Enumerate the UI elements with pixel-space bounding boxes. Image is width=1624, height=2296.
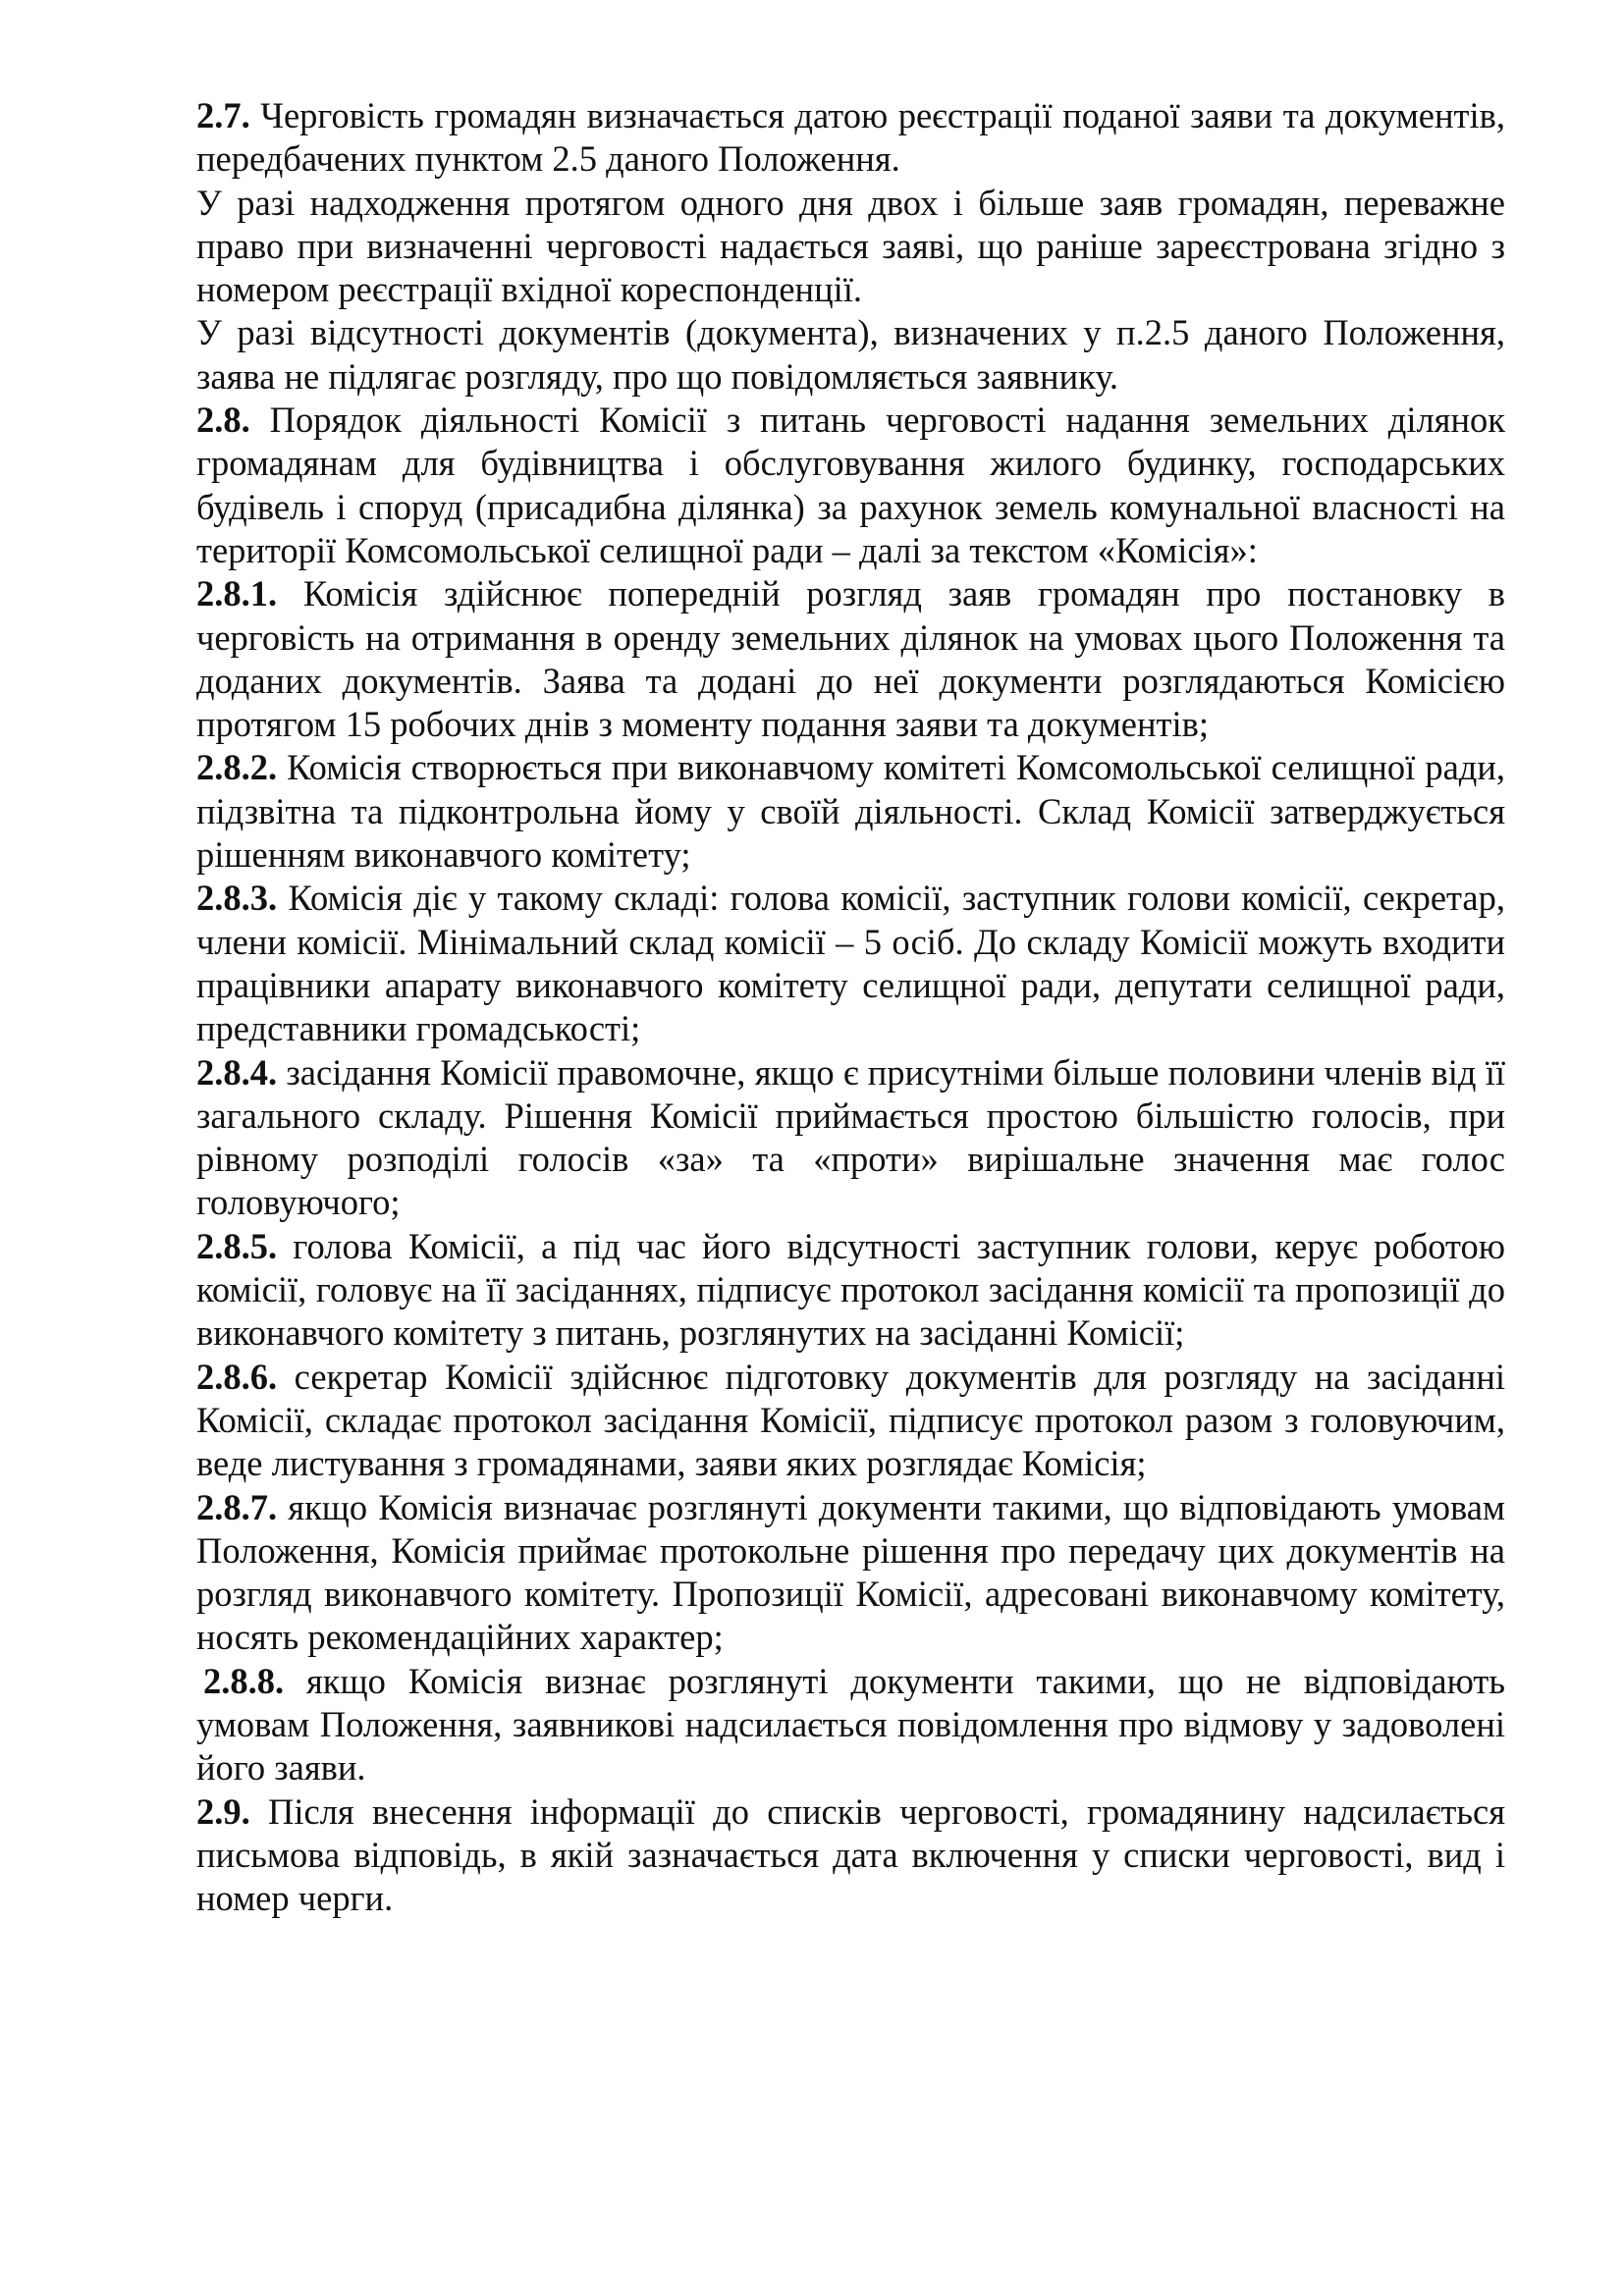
section-number: 2.8.1.: [196, 573, 278, 614]
section-number: 2.8.: [196, 400, 250, 441]
section-number: 2.9.: [196, 1790, 250, 1832]
paragraph-text: Після внесення інформації до списків черговості, громадянину надсилається письмова відповідь, в якій зазначається дата включення у списки черговості, вид і номер черги.: [196, 1790, 1505, 1919]
section-number: 2.7.: [196, 95, 250, 135]
paragraph-2-9: [196, 1790, 1505, 1921]
paragraph-2-8-7: [196, 1486, 1505, 1660]
paragraph-text: Порядок діяльності Комісії з питань черговості надання земельних ділянок громадянам для будівництва і обслуговування жилого будинку, господарських будівель і споруд (присадибна ділянка) за рахунок земель комунальної власності на території Комсомольської селищної ради – далі за текстом «Комісія»:: [196, 400, 1505, 570]
paragraph-2-8-1: [196, 572, 1505, 746]
paragraph-text: голова Комісії, а під час його відсутності заступник голови, керує роботою комісії, головує на її засіданнях, підписує протокол засідання комісії та пропозиції до виконавчого комітету з питань, розглянутих на засіданні Комісії;: [196, 1225, 1505, 1354]
paragraph-text: У разі надходження протягом одного дня двох і більше заяв громадян, переважне право при визначенні черговості надається заяві, що раніше зареєстрована згідно з номером реєстрації вхідної кореспонденції.: [196, 182, 1505, 310]
paragraph-2-7-missing-docs: [196, 311, 1505, 399]
paragraph-2-7-same-day: [196, 182, 1505, 312]
paragraph-2-8-8: [196, 1660, 1505, 1790]
paragraph-text: секретар Комісії здійснює підготовку документів для розгляду на засіданні Комісії, складає протокол засідання Комісії, підписує протокол разом з головуючим, веде листування з громадянами, заяви яких розглядає Комісія;: [196, 1356, 1505, 1484]
paragraph-text: Черговість громадян визначається датою реєстрації поданої заяви та документів, передбачених пунктом 2.5 даного Положення.: [196, 95, 1505, 180]
section-number: 2.8.7.: [196, 1486, 278, 1527]
paragraph-text: Комісія діє у такому складі: голова комісії, заступник голови комісії, секретар, члени комісії. Мінімальний склад комісії – 5 осіб. До складу Комісії можуть входити працівники апарату виконавчого комітету селищної ради, депутати селищної ради, представники громадськості;: [196, 878, 1505, 1049]
paragraph-2-8-6: [196, 1356, 1505, 1486]
section-number: 2.8.5.: [196, 1225, 278, 1266]
paragraph-text: якщо Комісія визнає розглянуті документи такими, що не відповідають умовам Положення, заявникові надсилається повідомлення про відмову у задоволені його заяви.: [196, 1660, 1505, 1789]
section-number: 2.8.2.: [196, 747, 278, 788]
paragraph-text: засідання Комісії правомочне, якщо є присутніми більше половини членів від її загального складу. Рішення Комісії приймається простою більшістю голосів, при рівному розподілі голосів «за» та «проти» вирішальне значення має голос головуючого;: [196, 1051, 1505, 1223]
section-number: 2.8.3.: [196, 878, 278, 919]
section-number: 2.8.6.: [196, 1356, 278, 1397]
paragraph-2-8-3: [196, 877, 1505, 1050]
document-page: [196, 94, 1505, 1920]
paragraph-2-7: [196, 94, 1505, 182]
paragraph-text: Комісія здійснює попередній розгляд заяв громадян про постановку в черговість на отримання в оренду земельних ділянок на умовах цього Положення та доданих документів. Заява та додані до неї документи розглядаються Комісією протягом 15 робочих днів з моменту подання заяви та документів;: [196, 573, 1505, 745]
paragraph-2-8: [196, 399, 1505, 572]
paragraph-2-8-5: [196, 1225, 1505, 1356]
paragraph-text: якщо Комісія визначає розглянуті документи такими, що відповідають умовам Положення, Комісія приймає протокольне рішення про передачу цих документів на розгляд виконавчого комітету. Пропозиції Комісії, адресовані виконавчому комітету, носять рекомендаційних характер;: [196, 1486, 1505, 1658]
paragraph-text: У разі відсутності документів (документа), визначених у п.2.5 даного Положення, заява не підлягає розгляду, про що повідомляється заявнику.: [196, 312, 1505, 397]
paragraph-text: Комісія створюється при виконавчому комітеті Комсомольської селищної ради, підзвітна та підконтрольна йому у своїй діяльності. Склад Комісії затверджується рішенням виконавчого комітету;: [196, 747, 1505, 876]
paragraph-2-8-4: [196, 1051, 1505, 1225]
paragraph-2-8-2: [196, 746, 1505, 877]
section-number: 2.8.4.: [196, 1051, 278, 1093]
section-number: 2.8.8.: [203, 1660, 285, 1701]
